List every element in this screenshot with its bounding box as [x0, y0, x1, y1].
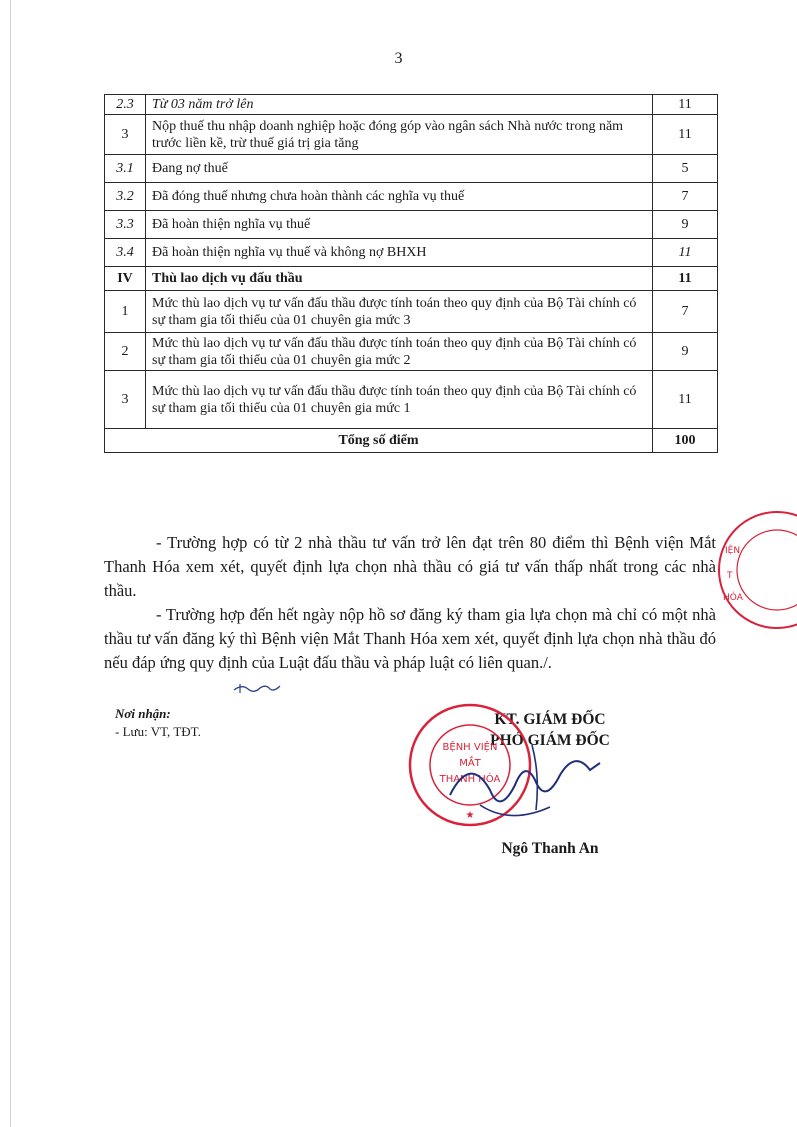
- stamp-text-line-1: BỆNH VIỆN: [442, 742, 498, 753]
- row-number: 3: [105, 115, 146, 155]
- stamp-text-line-2: MẮT: [459, 758, 481, 769]
- table-row: [105, 291, 718, 333]
- scoring-table-body: [105, 95, 718, 453]
- row-number: 3.3: [105, 211, 146, 239]
- svg-text:HÓA: HÓA: [723, 593, 743, 603]
- svg-text:★: ★: [465, 810, 475, 821]
- table-row: [105, 115, 718, 155]
- row-criterion: Nộp thuế thu nhập doanh nghiệp hoặc đóng góp vào ngân sách Nhà nước trong năm trước liền kề, trừ thuế giá trị gia tăng: [146, 115, 653, 155]
- total-score: 100: [653, 429, 718, 453]
- row-score: 7: [653, 291, 718, 333]
- signature-title-1: KT. GIÁM ĐỐC: [494, 711, 606, 728]
- signer-name: Ngô Thanh An: [501, 840, 599, 857]
- row-score: 11: [653, 239, 718, 267]
- signature-title-2: PHÓ GIÁM ĐỐC: [490, 732, 610, 749]
- row-score: 11: [653, 115, 718, 155]
- row-criterion: Mức thù lao dịch vụ tư vấn đấu thầu được tính toán theo quy định của Bộ Tài chính có sự tham gia tối thiểu của 01 chuyên gia mức 3: [146, 291, 653, 333]
- row-number: 2.3: [105, 95, 146, 115]
- table-row: [105, 183, 718, 211]
- row-criterion: Đã đóng thuế nhưng chưa hoàn thành các nghĩa vụ thuế: [146, 183, 653, 211]
- row-score: 5: [653, 155, 718, 183]
- table-row: [105, 95, 718, 115]
- row-number: 2: [105, 333, 146, 371]
- row-number: 1: [105, 291, 146, 333]
- row-number: 3.2: [105, 183, 146, 211]
- row-criterion: Mức thù lao dịch vụ tư vấn đấu thầu được tính toán theo quy định của Bộ Tài chính có sự tham gia tối thiểu của 01 chuyên gia mức 1: [146, 371, 653, 429]
- row-number: 3.4: [105, 239, 146, 267]
- table-row: [105, 211, 718, 239]
- handwritten-signature: [440, 735, 610, 835]
- row-number: 3.1: [105, 155, 146, 183]
- row-score: 11: [653, 95, 718, 115]
- row-criterion: Đang nợ thuế: [146, 155, 653, 183]
- row-score: 7: [653, 183, 718, 211]
- recipients-block: [115, 705, 201, 741]
- row-score: 11: [653, 371, 718, 429]
- row-score: 9: [653, 211, 718, 239]
- recipients-heading: Nơi nhận:: [115, 706, 171, 721]
- paragraph-2: [104, 603, 716, 675]
- table-row: [105, 239, 718, 267]
- stamp-text-line-3: THANH HÓA: [439, 774, 501, 785]
- row-criterion: Từ 03 năm trở lên: [146, 95, 653, 115]
- svg-text:T: T: [727, 571, 733, 581]
- paragraph-2-text: - Trường hợp đến hết ngày nộp hồ sơ đăng ký tham gia lựa chọn mà chỉ có một nhà thầu tư vấn đăng ký thì Bệnh viện Mắt Thanh Hóa xem xét, quyết định lựa chọn nhà thầu đó nếu đáp ứng quy định của Luật đấu thầu và pháp luật có liên quan./.: [104, 605, 716, 672]
- handwritten-initials: [232, 680, 284, 696]
- table-total-row: [105, 429, 718, 453]
- row-criterion: Đã hoàn thiện nghĩa vụ thuế: [146, 211, 653, 239]
- paragraph-1: [104, 531, 716, 603]
- table-row: [105, 155, 718, 183]
- page-border-line: [10, 0, 11, 1127]
- svg-text:IỆN: IỆN: [725, 546, 741, 556]
- row-criterion: Mức thù lao dịch vụ tư vấn đấu thầu được tính toán theo quy định của Bộ Tài chính có sự tham gia tối thiểu của 01 chuyên gia mức 2: [146, 333, 653, 371]
- table-row: [105, 371, 718, 429]
- scoring-table: [104, 94, 718, 453]
- paragraph-1-text: - Trường hợp có từ 2 nhà thầu tư vấn trở lên đạt trên 80 điểm thì Bệnh viện Mắt Thanh Hóa xem xét, quyết định lựa chọn nhà thầu có giá tư vấn thấp nhất trong các nhà thầu.: [104, 533, 716, 600]
- page-number: 3: [394, 50, 403, 67]
- recipient-item: - Lưu: VT, TĐT.: [115, 724, 201, 739]
- table-row: [105, 333, 718, 371]
- row-criterion: Thù lao dịch vụ đấu thầu: [146, 267, 653, 291]
- total-label: Tổng số điểm: [105, 429, 653, 453]
- row-score: 9: [653, 333, 718, 371]
- row-score: 11: [653, 267, 718, 291]
- row-criterion: Đã hoàn thiện nghĩa vụ thuế và không nợ BHXH: [146, 239, 653, 267]
- margin-stamp: [715, 508, 797, 638]
- row-number: 3: [105, 371, 146, 429]
- table-row: [105, 267, 718, 291]
- row-number: IV: [105, 267, 146, 291]
